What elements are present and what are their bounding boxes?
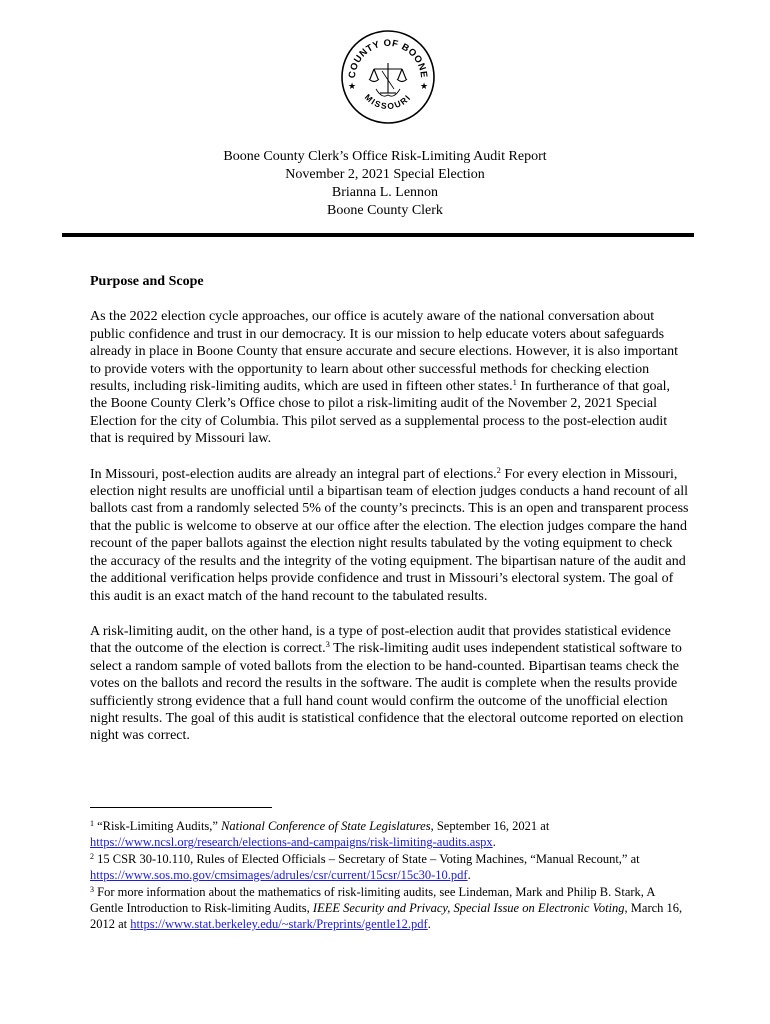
paragraph-1: As the 2022 election cycle approaches, our office is acutely aware of the national conversation about public confidence and trust in our democracy. It is our mission to help educate voters about safeguards already in place in Boone County that ensure accurate and secure elections. However, it is also important to provide voters with the opportunity to learn about other successful methods for checking election results, including risk-limiting audits, which are used in fifteen other states.$^1$ In furtherance of that goal, the Boone County Clerk’s Office chose to pilot a risk-limiting audit of the November 2, 2021 Special Election for the city of Columbia. This pilot served as a supplemental process to the post-election audit that is required by Missouri law.: [90, 309, 679, 447]
star-icon: ★: [347, 81, 357, 91]
footnote-ref[interactable]: 1: [512, 377, 517, 388]
paragraph-2: In Missouri, post-election audits are already an integral part of elections.$^2$ For every election in Missouri, election night results are unofficial until a bipartisan team of election judges conducts a hand recount of all ballots cast from a randomly selected 5% of the county’s precincts. This is an open and transparent process that the public is welcome to observe at our office after the election. The election judges compare the hand recount of the paper ballots against the election night results tabulated by the voting equipment to check the accuracy of the results and the integrity of the voting equipment. The bipartisan nature of the audit and the additional verification helps provide confidence and trust in Missouri’s electoral system. The goal of this audit is an exact match of the hand recount to the tabulated results.: [90, 464, 689, 604]
footnote-ref[interactable]: 3: [325, 639, 330, 650]
footnote-1: $^1$ “Risk-Limiting Audits,” National Conference of State Legislatures, September 16, 2021 at https://www.ncsl.org/research/elections-and-campaigns/risk-limiting-audits.aspx.: [90, 819, 550, 850]
footnote-ref[interactable]: 2: [496, 464, 501, 475]
footnote-divider: [90, 807, 272, 808]
footnote-2: $^2$ 15 CSR 30-10.110, Rules of Elected Officials – Secretary of State – Voting Machines, “Manual Recount,” at https://www.sos.mo.gov/cmsimages/adrules/csr/current/15csr/15c30-10.pdf.: [90, 851, 640, 883]
footnote-3: $^3$ For more information about the mathematics of risk-limiting audits, see Lindeman, Mark and Philip B. Stark, A Gentle Introduction to Risk-limiting Audits, IEEE Security and Privacy, Special Issue on Electronic Voting, March 16, 2012 at https://www.stat.berkeley.edu/~stark/Preprints/gentle12.pdf.: [90, 884, 683, 932]
election-date: November 2, 2021 Special Election: [285, 167, 485, 182]
report-header: [0, 148, 770, 220]
author-name: Brianna L. Lennon: [331, 185, 439, 200]
footnote-3-link[interactable]: https://www.stat.berkeley.edu/~stark/Preprints/gentle12.pdf: [130, 917, 428, 932]
section-heading: Purpose and Scope: [90, 274, 204, 289]
footnote-2-link[interactable]: https://www.sos.mo.gov/cmsimages/adrules/csr/current/15csr/15c30-10.pdf: [90, 868, 468, 883]
header-divider: [62, 233, 694, 237]
author-title: Boone County Clerk: [327, 203, 443, 218]
seal-bottom-text: MISSOURI: [362, 91, 414, 112]
report-body: [90, 273, 690, 763]
report-title: Boone County Clerk’s Office Risk-Limiting Audit Report: [223, 149, 547, 164]
star-icon: ★: [419, 81, 429, 91]
paragraph-3: A risk-limiting audit, on the other hand, is a type of post-election audit that provides statistical evidence that the outcome of the election is correct.$^3$ The risk-limiting audit uses independent statistical software to select a random sample of voted ballots from the election to be hand-counted. Bipartisan teams check the votes on the ballots and record the results in the software. The audit is complete when the results provide sufficiently strong evidence that a full hand count would confirm the outcome of the unofficial election night results. The goal of this audit is statistical confidence that the electoral outcome reported on election night was correct.: [90, 623, 684, 744]
footnotes: [90, 818, 690, 933]
county-seal: [338, 27, 438, 127]
seal-top-text: COUNTY OF BOONE: [346, 37, 430, 79]
scales-icon: [369, 63, 407, 96]
footnote-1-link[interactable]: https://www.ncsl.org/research/elections-and-campaigns/risk-limiting-audits.aspx: [90, 835, 493, 850]
